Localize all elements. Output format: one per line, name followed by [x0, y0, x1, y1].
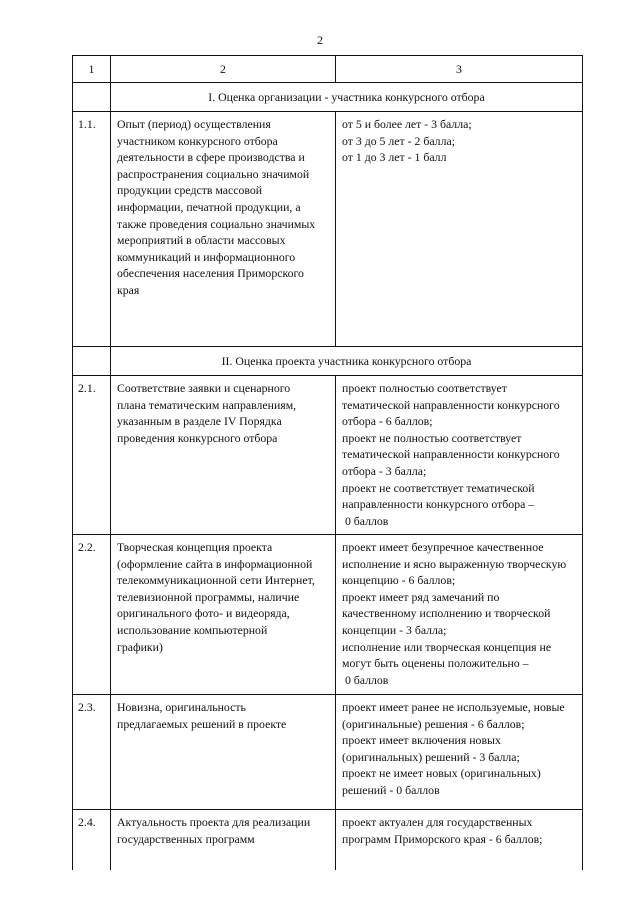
score-cell [336, 810, 583, 870]
table-row [73, 376, 583, 535]
score-line: (оригинальных) решений - 3 балла; [342, 749, 520, 764]
section-num-cell [73, 347, 111, 376]
score-line: от 3 до 5 лет - 2 балла; [342, 133, 455, 148]
score-line: отбора - 6 баллов; [342, 414, 433, 429]
criterion-line: Творческая концепция проекта [117, 540, 273, 554]
score-line: проект не имеет новых (оригинальных) [342, 766, 541, 781]
criterion-line: также проведения социально значимых [117, 216, 316, 231]
criterion-line: информации, печатной продукции, а [117, 199, 301, 214]
score-line: решений - 0 баллов [342, 782, 440, 797]
score-cell [336, 695, 583, 810]
row-number: 2.1. [73, 376, 111, 535]
header-col-2: 2 [111, 56, 336, 83]
row-number: 2.3. [73, 695, 111, 810]
criterion-cell [111, 810, 336, 870]
table-row [73, 112, 583, 347]
criterion-line: оригинального фото- и видеоряда, [117, 606, 290, 621]
criterion-line: использование компьютерной [117, 622, 268, 637]
row-number: 2.2. [73, 535, 111, 695]
criterion-cell [111, 695, 336, 810]
section-row [73, 347, 583, 376]
score-line: 0 баллов [342, 672, 389, 687]
criterion-line: предлагаемых решений в проекте [117, 716, 287, 731]
criterion-cell [111, 376, 336, 535]
section-title: I. Оценка организации - участника конкурсного отбора [111, 83, 583, 112]
score-line: проект полностью соответствует [342, 381, 507, 395]
criterion-line: распространения социально значимой [117, 166, 310, 181]
table-row [73, 535, 583, 695]
section-row [73, 83, 583, 112]
criterion-line: края [117, 282, 140, 297]
score-line: могут быть оценены положительно – [342, 656, 529, 671]
score-line: проект имеет безупречное качественное [342, 540, 544, 554]
score-line: 0 баллов [342, 513, 389, 528]
score-line: проект не полностью соответствует [342, 430, 522, 445]
score-line: (оригинальные) решения - 6 баллов; [342, 716, 525, 731]
criterion-line: телевизионной программы, наличие [117, 589, 300, 604]
criterion-line: участником конкурсного отбора [117, 133, 278, 148]
page-number: 2 [317, 33, 323, 47]
score-cell [336, 376, 583, 535]
criterion-cell [111, 112, 336, 347]
criterion-line: графики) [117, 639, 163, 654]
criterion-line: телекоммуникационной сети Интернет, [117, 573, 315, 588]
table-row [73, 695, 583, 810]
section-title: II. Оценка проекта участника конкурсного отбора [111, 347, 583, 376]
score-line: от 5 и более лет - 3 балла; [342, 117, 472, 131]
criterion-line: указанным в разделе IV Порядка [117, 414, 282, 429]
score-line: качественному исполнению и творческой [342, 606, 551, 621]
table-row [73, 810, 583, 870]
criterion-line: продукции средств массовой [117, 183, 263, 198]
criterion-line: Новизна, оригинальность [117, 700, 246, 714]
criterion-cell [111, 535, 336, 695]
score-cell [336, 112, 583, 347]
criteria-table [72, 55, 583, 870]
criterion-line: обеспечения населения Приморского [117, 266, 304, 281]
criterion-line: Актуальность проекта для реализации [117, 815, 311, 829]
criterion-line: Опыт (период) осуществления [117, 117, 271, 131]
criterion-line: деятельности в сфере производства и [117, 150, 305, 165]
criterion-line: Соответствие заявки и сценарного [117, 381, 291, 395]
criterion-line: коммуникаций и информационного [117, 249, 296, 264]
criterion-line: (оформление сайта в информационной [117, 556, 313, 571]
score-line: проект имеет включения новых [342, 733, 501, 748]
score-line: тематической направленности конкурсного [342, 397, 560, 412]
criterion-line: плана тематическим направлениям, [117, 397, 297, 412]
score-line: программ Приморского края - 6 баллов; [342, 831, 543, 846]
score-line: концепции - 3 балла; [342, 622, 447, 637]
score-line: исполнение или творческая концепция не [342, 639, 552, 654]
criterion-line: государственных программ [117, 831, 255, 846]
score-line: проект не соответствует тематической [342, 480, 535, 495]
criterion-line: проведения конкурсного отбора [117, 430, 278, 445]
score-line: отбора - 3 балла; [342, 463, 427, 478]
score-line: проект имеет ряд замечаний по [342, 589, 500, 604]
row-number: 2.4. [73, 810, 111, 870]
score-line: проект актуален для государственных [342, 815, 533, 829]
header-col-3: 3 [336, 56, 583, 83]
score-line: тематической направленности конкурсного [342, 447, 560, 462]
criterion-line: мероприятий в области массовых [117, 233, 286, 248]
score-line: проект имеет ранее не используемые, новые [342, 700, 565, 714]
section-num-cell [73, 83, 111, 112]
table-header-row [73, 56, 583, 83]
header-col-1: 1 [73, 56, 111, 83]
row-number: 1.1. [73, 112, 111, 347]
score-line: исполнение и ясно выраженную творческую [342, 556, 567, 571]
score-cell [336, 535, 583, 695]
score-line: направленности конкурсного отбора – [342, 497, 535, 512]
score-line: от 1 до 3 лет - 1 балл [342, 150, 447, 165]
score-line: концепцию - 6 баллов; [342, 573, 456, 588]
